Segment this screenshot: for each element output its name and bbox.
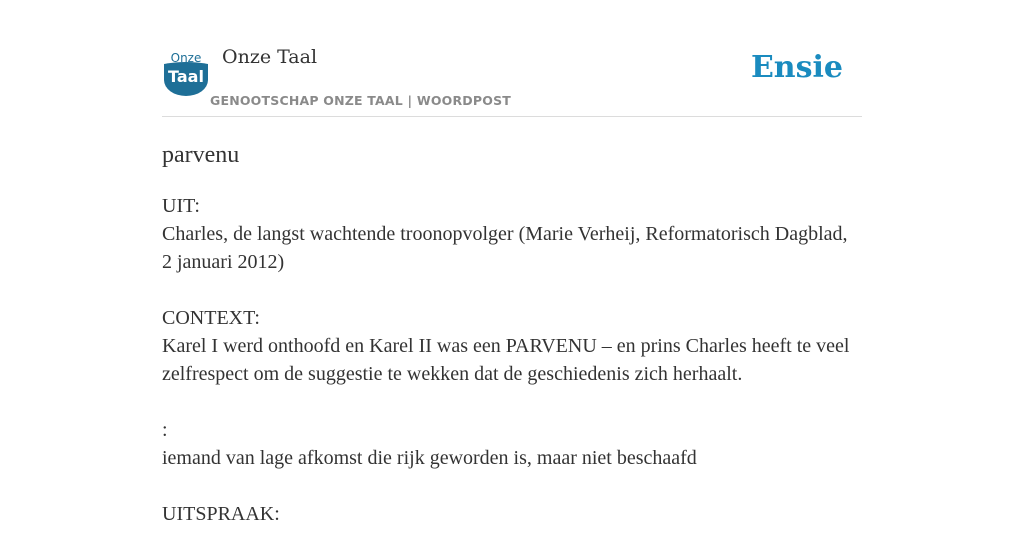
section-definition xyxy=(162,416,862,472)
site-header xyxy=(162,40,862,117)
site-subtitle: GENOOTSCHAP ONZE TAAL | WOORDPOST xyxy=(210,93,512,108)
onze-taal-logo[interactable] xyxy=(162,50,210,96)
section-text: iemand van lage afkomst die rijk geworden is, maar niet beschaafd xyxy=(162,447,697,469)
section-uitspraak xyxy=(162,500,862,528)
entry-content xyxy=(162,138,862,556)
section-text: Karel I werd onthoofd en Karel II was een PARVENU – en prins Charles heeft te veel zelfrespect om de suggestie te wekken dat de geschiedenis zich herhaalt. xyxy=(162,335,850,385)
section-uit xyxy=(162,192,862,276)
section-text: Charles, de langst wachtende troonopvolger (Marie Verheij, Reformatorisch Dagblad, 2 januari 2012) xyxy=(162,223,848,273)
section-label: UIT: xyxy=(162,195,200,217)
site-title[interactable]: Onze Taal xyxy=(222,46,318,68)
section-label: UITSPRAAK: xyxy=(162,503,280,525)
logo-text-bottom: Taal xyxy=(168,67,204,86)
section-context xyxy=(162,304,862,388)
logo-text-top: Onze xyxy=(170,51,202,65)
section-label: : xyxy=(162,419,168,441)
ensie-brand-logo[interactable]: Ensie xyxy=(750,50,843,85)
section-label: CONTEXT: xyxy=(162,307,260,329)
entry-word: parvenu xyxy=(162,142,240,168)
